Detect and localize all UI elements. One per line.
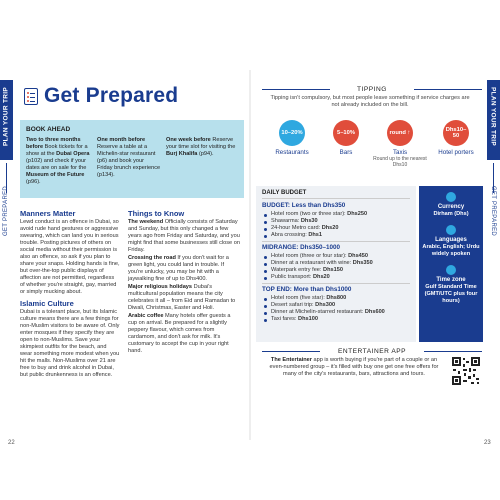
budget-item-text: Taxi fares:: [271, 316, 299, 322]
left-page-number: 22: [8, 440, 15, 446]
tip-hotel-porters: [426, 120, 486, 156]
book-ahead-text: (p96).: [26, 179, 41, 185]
tip-badge: 5–10%: [333, 120, 359, 146]
islamic-heading: Islamic Culture: [20, 299, 74, 308]
tip-badge: 10–20%: [279, 120, 305, 146]
book-ahead-text: Book tickets for a show at the: [26, 144, 88, 157]
things-column: [128, 210, 240, 356]
tip-label: Hotel porters: [438, 149, 474, 156]
budget-item: [262, 260, 410, 267]
book-ahead-box: [20, 120, 244, 198]
budget-levels: [262, 202, 410, 323]
book-ahead-heading: BOOK AHEAD: [26, 126, 71, 133]
book-ahead-strong: Burj Khalifa: [166, 151, 198, 157]
entertainer-body: app is worth buying if you're part of a couple or an even-numbered group – it's filled with buy one get one free offers for many of the city's restaurants, bars, attractions and tours.: [269, 357, 439, 377]
budget-item-text: Shawarma:: [271, 218, 301, 224]
book-ahead-strong: Dubai Opera: [56, 151, 90, 157]
qr-code-icon: [451, 356, 481, 386]
right-side-tab-label: PLAN YOUR TRIP: [489, 87, 497, 146]
daily-budget-box: [256, 186, 416, 342]
info-value: Dirham (Dhs): [433, 211, 469, 217]
book-ahead-col: [26, 137, 92, 186]
book-ahead-columns: [26, 137, 238, 186]
info-value: Gulf Standard Time (GMT/UTC plus four hours): [424, 284, 478, 304]
budget-item-text: Desert safari trip:: [271, 302, 316, 308]
book-ahead-strong: Museum of the Future: [26, 172, 85, 178]
things-text: Dubai's multicultural population means the city celebrates it all – from Eid and Ramadan to Diwali, Christmas, Easter and Holi.: [128, 284, 236, 311]
tipping-intro: Tipping isn't compulsory, but most people leave something if service charges are not already included on the bill.: [270, 95, 470, 108]
budget-item: [262, 211, 410, 218]
budget-item-value: Dhs300: [315, 302, 336, 308]
things-text: Many hotels offer guests a cup on arrival. Be prepared for a slightly peppery flavour, which comes from cardamom, and don't ask for milk. It's customary to accept the cup in your right hand.: [128, 313, 231, 354]
tip-bars: [316, 120, 376, 156]
info-value: Arabic, English; Urdu widely spoken: [422, 244, 480, 257]
tip-label: Taxis: [392, 149, 408, 156]
budget-item-value: Dhs20: [312, 274, 330, 280]
budget-item-value: Dhs150: [323, 267, 343, 273]
things-item: [128, 219, 240, 254]
tip-label: Restaurants: [275, 149, 309, 156]
tip-badge: round ↑: [387, 120, 413, 146]
things-text: Officially consists of Saturday and Sunday, but this only changed a few years ago from Friday and Saturday, and you might find that some businesses still close on Friday.: [128, 219, 240, 253]
book-ahead-lead: Two to three months before: [26, 137, 81, 150]
budget-item: [262, 316, 410, 323]
right-page-number: 23: [484, 440, 491, 446]
budget-item: [262, 309, 410, 316]
entertainer-lead: The Entertainer: [270, 357, 312, 363]
budget-item: [262, 295, 410, 302]
info-heading: Currency: [437, 204, 465, 210]
budget-item-text: 24-hour Metro card:: [271, 225, 322, 231]
budget-item-value: Dhs450: [348, 253, 369, 259]
budget-item-value: Dhs250: [347, 211, 368, 217]
islamic-text: Dubai is a tolerant place, but its Islamic culture means there are a few things for non-Muslim visitors to be aware of. Only enter mosques if they specify they are open to non-Muslims. Save your skimpiest outfits for the beach, and wear something more modest when you hit the malls. Non-Muslims over 21 are free to buy and drink alcohol in Dubai, but public drunkenness is an offence.: [20, 309, 120, 378]
book-ahead-text: (p94).: [197, 151, 214, 157]
budget-level-label: MIDRANGE: Dhs350–1000: [262, 244, 341, 251]
book-ahead-lead: One month before: [97, 137, 146, 143]
things-item: [128, 313, 240, 355]
budget-item: [262, 302, 410, 309]
book-ahead-text: Reserve your time slot for visiting the: [166, 137, 236, 150]
tip-note: Round up to the nearest Dhs10: [373, 156, 427, 168]
things-text: If you don't wait for a green light, you could land in trouble. If you're unlucky, you may be hit with a jaywalking fine of up to Dhs400.: [128, 255, 229, 282]
info-heading: Time zone: [436, 277, 466, 283]
page-gutter: [249, 70, 251, 440]
budget-item: [262, 267, 410, 274]
budget-item-text: Waterpark entry fee:: [271, 267, 324, 273]
budget-item-text: Abra crossing:: [271, 232, 309, 238]
tip-label: Bars: [339, 149, 353, 156]
currency-icon: [446, 192, 456, 202]
manners-text: Lewd conduct is an offence in Dubai, so avoid rude hand gestures or aggressive swearing, which can land you in serious trouble. Posting pictures of others on social media without their permission is also an offence, so ask if you plan to share your snaps. Holding hands is fine, but over-the-top public displays of affection are not permitted, regardless of whether you're straight, gay, married or simply mucking about.: [20, 219, 120, 295]
manners-column: [20, 210, 120, 380]
book-ahead-text: Reserve a table at a Michelin-star restaurant (p6) and book your Friday brunch experience (p134).: [97, 144, 161, 178]
book-ahead-col: [97, 137, 161, 186]
budget-item-text: Dinner at Michelin-starred restaurant:: [271, 309, 365, 315]
things-item: [128, 255, 240, 283]
book-ahead-text: (p102) and check if your dates are on sale for the: [26, 158, 87, 171]
things-lead: Major religious holidays: [128, 284, 193, 290]
budget-separator: [262, 241, 410, 242]
budget-separator: [262, 283, 410, 284]
budget-item-value: Dhs600: [364, 309, 385, 315]
things-lead: The weekend: [128, 219, 164, 225]
things-lead: Crossing the road: [128, 255, 176, 261]
things-item: [128, 284, 240, 312]
tip-taxis: [370, 120, 430, 168]
budget-item: [262, 218, 410, 225]
budget-item: [262, 253, 410, 260]
budget-item-value: Dhs30: [300, 218, 318, 224]
entertainer-text: [264, 357, 444, 378]
things-heading: Things to Know: [128, 209, 185, 218]
budget-item-value: Dhs800: [326, 295, 347, 301]
left-section-label: GET PREPARED: [3, 185, 9, 237]
manners-heading: Manners Matter: [20, 209, 76, 218]
left-side-tab-label: PLAN YOUR TRIP: [2, 87, 10, 146]
budget-item-text: Hotel room (two or three star):: [271, 211, 348, 217]
budget-item-text: Hotel room (five star):: [271, 295, 327, 301]
right-section-label: GET PREPARED: [490, 185, 496, 237]
budget-item-value: Dhs350: [352, 260, 373, 266]
budget-item-value: Dhs1: [308, 232, 322, 238]
budget-title: DAILY BUDGET: [262, 190, 410, 199]
quick-info-panel: [419, 186, 483, 342]
budget-item-text: Hotel room (three or four star):: [271, 253, 349, 259]
checklist-icon: [24, 88, 38, 105]
info-heading: Languages: [435, 237, 467, 243]
budget-level-label: BUDGET: Less than Dhs350: [262, 202, 346, 209]
page-title: Get Prepared: [44, 84, 179, 107]
book-ahead-col: [166, 137, 236, 186]
budget-item: [262, 274, 410, 281]
things-lead: Arabic coffee: [128, 313, 164, 319]
book-ahead-lead: One week before: [166, 137, 211, 143]
tip-badge: Dhs10–50: [443, 120, 469, 146]
budget-item: [262, 225, 410, 232]
budget-item-value: Dhs20: [321, 225, 339, 231]
budget-item: [262, 232, 410, 239]
entertainer-heading: ENTERTAINER APP: [337, 348, 407, 355]
tipping-heading: TIPPING: [357, 86, 387, 93]
budget-item-text: Dinner at a restaurant with wine:: [271, 260, 353, 266]
clock-icon: [446, 265, 456, 275]
budget-level-label: TOP END: More than Dhs1000: [262, 286, 352, 293]
budget-item-text: Public transport:: [271, 274, 313, 280]
budget-item-value: Dhs100: [298, 316, 318, 322]
speech-bubble-icon: [446, 225, 456, 235]
tip-restaurants: [262, 120, 322, 156]
